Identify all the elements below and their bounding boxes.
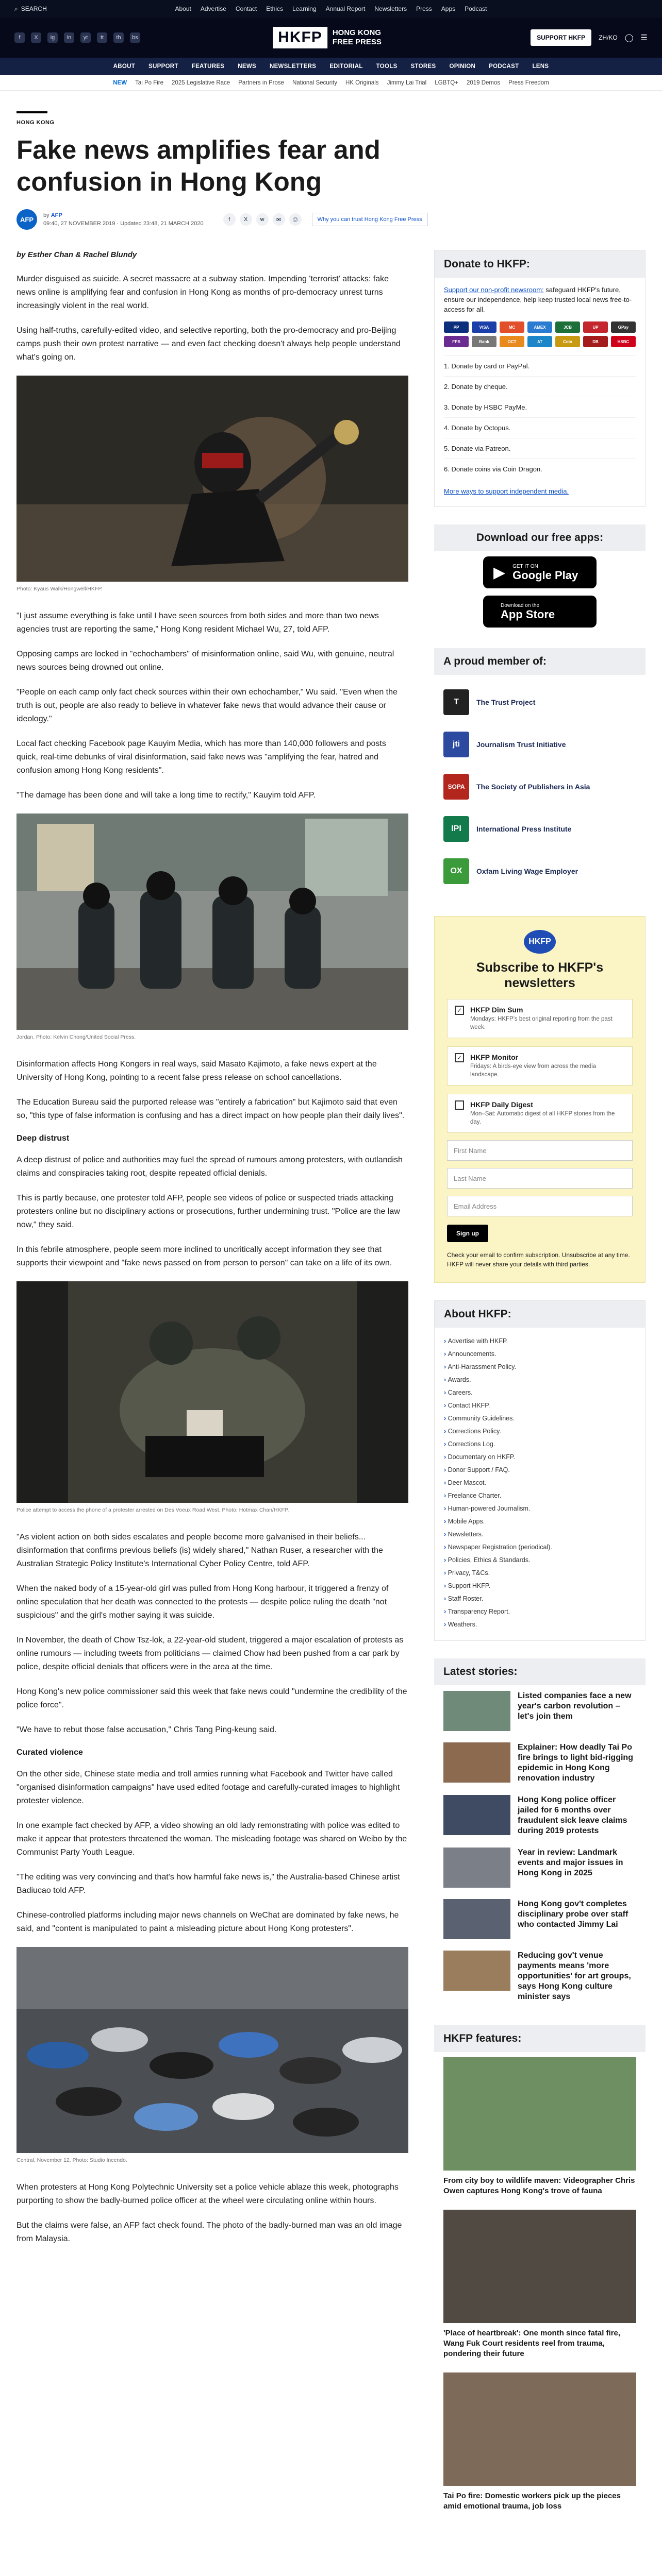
feature-image	[443, 2057, 636, 2171]
bluesky-icon[interactable]: bs	[130, 32, 140, 43]
donate-method[interactable]: 2. Donate by cheque.	[444, 376, 636, 397]
oxfam-icon: OX	[443, 858, 469, 884]
about-link[interactable]: › Donor Support / FAQ.	[444, 1464, 636, 1477]
arrest-photo	[16, 1281, 408, 1503]
site-header	[0, 18, 662, 58]
umbrella-crowd-photo	[16, 1947, 408, 2153]
donate-card	[434, 250, 646, 507]
email-input[interactable]: Email Address	[447, 1196, 633, 1216]
latest-title: Latest stories:	[434, 1658, 646, 1685]
utility-link[interactable]: Learning	[292, 5, 317, 12]
user-icon[interactable]: ◯	[624, 33, 634, 42]
paragraph: In this febrile atmosphere, people seem more inclined to uncritically accept information they see that supports their viewpoint and "fake news passed on from person to person" can take on a life of its own.	[16, 1245, 392, 1267]
about-link[interactable]: › Staff Roster.	[444, 1592, 636, 1605]
google-play-button[interactable]: ▶ GET IT ON Google Play	[483, 556, 597, 588]
article-authors: by Esther Chan & Rachel Blundy	[16, 250, 137, 259]
story-thumbnail	[443, 1899, 510, 1939]
about-link[interactable]: › Mobile Apps.	[444, 1515, 636, 1528]
story-thumbnail	[443, 1951, 510, 1991]
nav-item-features[interactable]: FEATURES	[191, 63, 225, 70]
about-link[interactable]: › Contact HKFP.	[444, 1399, 636, 1412]
about-link[interactable]: › Advertise with HKFP.	[444, 1335, 636, 1348]
nav-item-editorial[interactable]: EDITORIAL	[329, 63, 363, 70]
feature-image	[443, 2372, 636, 2486]
donate-lead-link[interactable]: Support our non-profit newsroom:	[444, 286, 544, 294]
signup-button[interactable]: Sign up	[447, 1225, 488, 1242]
paragraph: "We have to rebut those false accusation," Chris Tang Ping-keung said.	[16, 1725, 277, 1734]
about-link[interactable]: › Newsletters.	[444, 1528, 636, 1541]
language-switch[interactable]: ZH/KO	[599, 34, 618, 41]
subheading: Curated violence	[16, 1748, 83, 1757]
newsletter-title: Subscribe to HKFP's newsletters	[476, 960, 604, 990]
feature-image	[443, 2210, 636, 2323]
features-card	[434, 2025, 646, 2520]
share-print-icon[interactable]: ⎙	[289, 213, 302, 226]
sidebar	[434, 250, 646, 2537]
paragraph: "The editing was very convincing and that's how harmful fake news is," the Australia-based Chinese artist Badiucao told AFP.	[16, 1873, 400, 1895]
latest-story[interactable]: Listed companies face a new year's carbon revolution – let's join them	[434, 1685, 646, 1737]
search-toggle[interactable]: ⌕ SEARCH	[14, 5, 47, 12]
article-photo	[16, 814, 408, 1040]
paragraph: Opposing camps are locked in "echochambers" of misinformation online, said Wu, with genuine, neutral news sources being drowned out online.	[16, 650, 394, 672]
donate-method[interactable]: 5. Donate via Patreon.	[444, 438, 636, 459]
features-title: HKFP features:	[434, 2025, 646, 2052]
threads-icon[interactable]: th	[113, 32, 124, 43]
paragraph: Local fact checking Facebook page Kauyim Media, which has more than 140,000 followers and posts quick, real-time debunks of viral disinformation, said fake news was "amplifying the fear, hatred and confusion among Hong Kong residents".	[16, 739, 386, 775]
trending-link[interactable]: Jimmy Lai Trial	[387, 79, 427, 86]
photo-caption: Photo: Kyaus Walk/Hongwell/HKFP.	[16, 586, 103, 592]
nav-item-stores[interactable]: STORES	[410, 63, 436, 70]
trending-link[interactable]: Tai Po Fire	[135, 79, 164, 86]
instagram-icon[interactable]: ig	[47, 32, 58, 43]
member-org[interactable]: SOPA The Society of Publishers in Asia	[443, 766, 636, 808]
paragraph: Disinformation affects Hong Kongers in real ways, said Masato Kajimoto, a fake news expert at the University of Hong Kong, pointing to a recent false press release on school cancellations.	[16, 1060, 377, 1082]
utility-link[interactable]: Advertise	[200, 5, 226, 12]
trending-link[interactable]: Press Freedom	[508, 79, 549, 86]
trending-link[interactable]: 2019 Demos	[466, 79, 501, 86]
play-icon: ▶	[493, 564, 506, 581]
section-label[interactable]: HONG KONG	[16, 120, 55, 126]
paragraph: "The damage has been done and will take a long time to rectify," Kauyim told AFP.	[16, 791, 316, 800]
article-photo	[16, 1947, 408, 2163]
story-thumbnail	[443, 1848, 510, 1888]
newsletter-card	[434, 916, 646, 1283]
photo-caption: Jordan. Photo: Kelvin Chong/United Social Press.	[16, 1034, 136, 1040]
about-link[interactable]: › Announcements.	[444, 1348, 636, 1361]
share-x-icon[interactable]: X	[240, 213, 252, 226]
about-title: About HKFP:	[435, 1301, 645, 1328]
search-icon: ⌕	[14, 5, 18, 12]
member-org[interactable]: OX Oxfam Living Wage Employer	[443, 850, 636, 892]
latest-story[interactable]: Hong Kong police officer jailed for 6 months over fraudulent sick leave claims during 2019 protests	[434, 1789, 646, 1842]
paragraph: When the naked body of a 15-year-old girl was pulled from Hong Kong harbour, it triggered a frenzy of online speculation that her death was connected to the protests — despite police ruling the death "not suspicious" and the girl's mother saying it was suicide.	[16, 1584, 389, 1620]
paragraph: When protesters at Hong Kong Polytechnic University set a police vehicle ablaze this week, photographs purporting to show the badly-burned police officer at the wheel were circulating online within hours.	[16, 2183, 399, 2205]
paragraph: "People on each camp only fact check sources within their own echochamber," Wu said. "Even when the truth is out, people are also ready to believe in whatever fake news that would advance their cause or ideology."	[16, 688, 398, 723]
main-nav	[0, 58, 662, 75]
unionpay-icon: UP	[583, 321, 608, 333]
utility-link[interactable]: About	[175, 5, 191, 12]
latest-story[interactable]: Reducing gov't venue payments means 'more opportunities' for art groups, says Hong Kong culture minister says	[434, 1945, 646, 2008]
nav-item-opinion[interactable]: OPINION	[449, 63, 476, 70]
apps-card	[434, 524, 646, 631]
googlepay-icon: GPay	[611, 321, 636, 333]
riot-police-photo	[16, 814, 408, 1030]
afp-logo: AFP	[16, 209, 37, 230]
story-thumbnail	[443, 1795, 510, 1835]
article-body	[16, 250, 408, 2537]
trending-bar	[0, 75, 662, 91]
ipi-icon: IPI	[443, 816, 469, 842]
about-link[interactable]: › Anti-Harassment Policy.	[444, 1361, 636, 1374]
about-link[interactable]: › Awards.	[444, 1374, 636, 1386]
donate-title: Donate to HKFP:	[435, 251, 645, 278]
trust-link[interactable]: Why you can trust Hong Kong Free Press	[312, 213, 428, 226]
fps-icon: FPS	[444, 336, 469, 347]
paragraph: On the other side, Chinese state media and troll armies running what Facebook and Twitter have called "organised disinformation campaigns" have used edited footage and carefully-curated images to highlight protester violence.	[16, 1770, 400, 1805]
about-link[interactable]: › Corrections Policy.	[444, 1425, 636, 1438]
donate-method[interactable]: 4. Donate by Octopus.	[444, 417, 636, 438]
author-link[interactable]: AFP	[51, 212, 62, 218]
about-link[interactable]: › Human-powered Journalism.	[444, 1502, 636, 1515]
feature-story[interactable]: 'Place of heartbreak': One month since fatal fire, Wang Fuk Court residents reel from trauma, pondering their future	[434, 2205, 646, 2367]
facebook-icon[interactable]: f	[14, 32, 25, 43]
octopus-icon: OCT	[500, 336, 524, 347]
support-hkfp-button[interactable]: SUPPORT HKFP	[531, 29, 591, 46]
member-title: A proud member of:	[434, 648, 646, 675]
share-facebook-icon[interactable]: f	[223, 213, 236, 226]
about-link[interactable]: › Support HKFP.	[444, 1580, 636, 1592]
bank-icon: Bank	[472, 336, 496, 347]
utility-link[interactable]: Annual Report	[325, 5, 366, 12]
paragraph: "As violent action on both sides escalates and people become more galvanised in their beliefs... disinformation that confirms previous beliefs (is) widely shared," Nathan Ruser, a researcher with the Australian Strategic Policy Institute's International Cyber Policy Centre, told AFP.	[16, 1533, 383, 1568]
nav-item-podcast[interactable]: PODCAST	[489, 63, 519, 70]
about-link[interactable]: › Freelance Charter.	[444, 1489, 636, 1502]
member-card	[434, 648, 646, 899]
paragraph: But the claims were false, an AFP fact check found. The photo of the badly-burned man was an old image from Malaysia.	[16, 2221, 402, 2243]
trust-project-icon: T	[443, 689, 469, 715]
mastercard-icon: MC	[500, 321, 524, 333]
utility-bar	[0, 0, 662, 18]
byline	[16, 209, 646, 230]
paragraph: In one example fact checked by AFP, a video showing an old lady remonstrating with police was edited to make it appear that protesters threatened the woman. The misleading footage was shared on Weibo by the Communist Party Youth League.	[16, 1821, 407, 1857]
paragraph: This is partly because, one protester told AFP, people see videos of police or suspected triads attacking protesters online but no disciplinary actions or prosecutions, further undermining trust. "Police are the law now," they said.	[16, 1194, 400, 1229]
nav-item-lens[interactable]: LENS	[532, 63, 549, 70]
subheading: Deep distrust	[16, 1134, 70, 1143]
about-link[interactable]: › Community Guidelines.	[444, 1412, 636, 1425]
new-badge: NEW	[113, 79, 127, 86]
donate-body-text: safeguard HKFP's future, ensure our independence, help keep trusted local news free-to-access for all.	[444, 286, 632, 313]
latest-story[interactable]: Hong Kong gov't completes disciplinary probe over staff who contacted Jimmy Lai	[434, 1893, 646, 1945]
app-store-button[interactable]: Download on the App Store	[483, 596, 597, 628]
utility-link[interactable]: Apps	[441, 5, 456, 12]
paypal-icon: PP	[444, 321, 469, 333]
sopa-icon: SOPA	[443, 774, 469, 800]
paragraph: "I just assume everything is fake until I have seen sources from both sides and more than two news agencies trust are reporting the same," Hong Kong resident Michael Wu, 27, told AFP.	[16, 612, 379, 634]
newsletter-fineprint: Check your email to confirm subscription. Unsubscribe at any time. HKFP will never share your details with third parties.	[447, 1251, 630, 1268]
about-link[interactable]: › Weathers.	[444, 1618, 636, 1631]
about-link[interactable]: › Deer Mascot.	[444, 1477, 636, 1489]
paragraph: A deep distrust of police and authorities may fuel the spread of rumours among protesters, with outlandish claims and conspiracies taking root, despite repeated official denials.	[16, 1156, 403, 1178]
paragraph: Using half-truths, carefully-edited video, and selective reporting, both the pro-democracy and pro-Beijing camps push their own protest narrative — and even fact checking doesn't always help people understand what's going on.	[16, 326, 401, 362]
about-link[interactable]: › Transparency Report.	[444, 1605, 636, 1618]
amex-icon: AMEX	[527, 321, 552, 333]
about-link[interactable]: › Policies, Ethics & Standards.	[444, 1554, 636, 1567]
atm-icon: AT	[527, 336, 552, 347]
latest-story[interactable]: Explainer: How deadly Tai Po fire brings to light bid-rigging epidemic in Hong Kong renovation industry	[434, 1737, 646, 1789]
hsbc-icon: HSBC	[611, 336, 636, 347]
latest-stories-card	[434, 1658, 646, 2008]
more-support-link[interactable]: More ways to support independent media.	[444, 487, 569, 495]
about-link[interactable]: › Newspaper Registration (periodical).	[444, 1541, 636, 1554]
about-card	[434, 1300, 646, 1641]
first-name-input[interactable]: First Name	[447, 1140, 633, 1161]
youtube-icon[interactable]: yt	[80, 32, 91, 43]
donate-method[interactable]: 1. Donate by card or PayPal.	[444, 355, 636, 376]
linkedin-icon[interactable]: in	[64, 32, 74, 43]
newsletter-option[interactable]: HKFP Daily Digest Mon–Sat: Automatic digest of all HKFP stories from the day.	[447, 1094, 633, 1133]
paragraph: The Education Bureau said the purported release was "entirely a fabrication" but Kajimoto said that even so, "this type of false information is confusing and has a direct impact on how people plan their daily lives".	[16, 1098, 405, 1120]
photo-caption: Central, November 12. Photo: Studio Incendo.	[16, 2157, 127, 2163]
paragraph: Chinese-controlled platforms including major news channels on WeChat are dominated by fake news, he said, and "content is manipulated to paint a misleading picture about Hong Kong protesters".	[16, 1911, 399, 1933]
member-org[interactable]: T The Trust Project	[443, 681, 636, 723]
feature-story[interactable]: From city boy to wildlife maven: Videographer Chris Owen captures Hong Kong's trove of fauna	[434, 2052, 646, 2205]
trending-link[interactable]: Partners in Prose	[238, 79, 285, 86]
utility-link[interactable]: Press	[416, 5, 432, 12]
checkbox-checked[interactable]: ✓	[455, 1006, 464, 1015]
last-name-input[interactable]: Last Name	[447, 1168, 633, 1189]
article-title: Fake news amplifies fear and confusion in Hong Kong	[16, 135, 380, 196]
article-photo	[16, 376, 408, 592]
social-links	[14, 32, 140, 43]
site-logo[interactable]	[273, 27, 389, 48]
nav-item-about[interactable]: ABOUT	[113, 63, 136, 70]
nav-item-tools[interactable]: TOOLS	[376, 63, 398, 70]
share-email-icon[interactable]: ✉	[273, 213, 285, 226]
latest-story[interactable]: Year in review: Landmark events and major issues in Hong Kong in 2025	[434, 1842, 646, 1893]
nav-item-support[interactable]: SUPPORT	[148, 63, 178, 70]
newsletter-logo: HKFP	[524, 930, 556, 954]
about-link[interactable]: › Corrections Log.	[444, 1438, 636, 1451]
nav-item-newsletters[interactable]: NEWSLETTERS	[269, 63, 317, 70]
utility-link[interactable]: Newsletters	[374, 5, 407, 12]
checkbox-unchecked[interactable]	[455, 1100, 464, 1110]
payment-logos	[444, 321, 636, 347]
logo-name: HONG KONG FREE PRESS	[332, 28, 382, 46]
apps-title: Download our free apps:	[434, 524, 646, 551]
paragraph: Hong Kong's new police commissioner said this week that fake news could "undermine the credibility of the police force".	[16, 1687, 407, 1709]
publish-date: 09:40, 27 NOVEMBER 2019 · Updated 23:48, 21 MARCH 2020	[43, 221, 204, 227]
visa-icon: VISA	[472, 321, 496, 333]
about-link[interactable]: › Careers.	[444, 1386, 636, 1399]
direct-debit-icon: DB	[583, 336, 608, 347]
utility-links	[175, 5, 487, 12]
logo-mark: HKFP	[273, 27, 327, 48]
share-whatsapp-icon[interactable]: w	[256, 213, 269, 226]
newsletter-option[interactable]: ✓ HKFP Dim Sum Mondays: HKFP's best original reporting from the past week.	[447, 999, 633, 1038]
feature-story[interactable]: Tai Po fire: Domestic workers pick up the pieces amid emotional trauma, job loss	[434, 2367, 646, 2520]
story-thumbnail	[443, 1742, 510, 1783]
donate-method[interactable]: 3. Donate by HSBC PayMe.	[444, 397, 636, 417]
by-label: by	[43, 212, 49, 218]
menu-icon[interactable]: ☰	[640, 33, 648, 42]
jti-icon: jti	[443, 732, 469, 757]
coin-icon: Coin	[555, 336, 580, 347]
utility-link[interactable]: Ethics	[266, 5, 283, 12]
story-thumbnail	[443, 1691, 510, 1731]
paragraph: In November, the death of Chow Tsz-lok, a 22-year-old student, triggered a major escalation of protests as online rumours — including tweets from politicians — claimed Chow had been pushed from a car park by police, despite official denials that officers were in the area at the time.	[16, 1636, 404, 1671]
member-org[interactable]: jti Journalism Trust Initiative	[443, 723, 636, 766]
protester-photo	[16, 376, 408, 582]
trending-link[interactable]: LGBTQ+	[435, 79, 458, 86]
utility-link[interactable]: Podcast	[465, 5, 487, 12]
x-icon[interactable]: X	[31, 32, 41, 43]
about-link[interactable]: › Privacy, T&Cs.	[444, 1567, 636, 1580]
photo-caption: Police attempt to access the phone of a protester arrested on Des Voeux Road West. Photo: Hotmax Chan/HKFP.	[16, 1507, 289, 1513]
member-org[interactable]: IPI International Press Institute	[443, 808, 636, 850]
section-rule	[16, 111, 47, 113]
newsletter-option[interactable]: ✓ HKFP Monitor Fridays: A birds-eye view from across the media landscape.	[447, 1046, 633, 1086]
trending-link[interactable]: National Security	[292, 79, 337, 86]
tiktok-icon[interactable]: tt	[97, 32, 107, 43]
checkbox-checked[interactable]: ✓	[455, 1053, 464, 1062]
trending-link[interactable]: 2025 Legislative Race	[172, 79, 230, 86]
paragraph: Murder disguised as suicide. A secret massacre at a subway station. Impending 'terrorist' attacks: fake news online is amplifying fear and confusion in Hong Kong as months of pro-democracy unrest turns increasingly violent in the real world.	[16, 275, 389, 310]
nav-item-news[interactable]: NEWS	[238, 63, 256, 70]
article-photo	[16, 1281, 408, 1513]
utility-link[interactable]: Contact	[235, 5, 257, 12]
trending-link[interactable]: HK Originals	[345, 79, 379, 86]
donate-method[interactable]: 6. Donate coins via Coin Dragon.	[444, 459, 636, 479]
about-link[interactable]: › Documentary on HKFP.	[444, 1451, 636, 1464]
jcb-icon: JCB	[555, 321, 580, 333]
